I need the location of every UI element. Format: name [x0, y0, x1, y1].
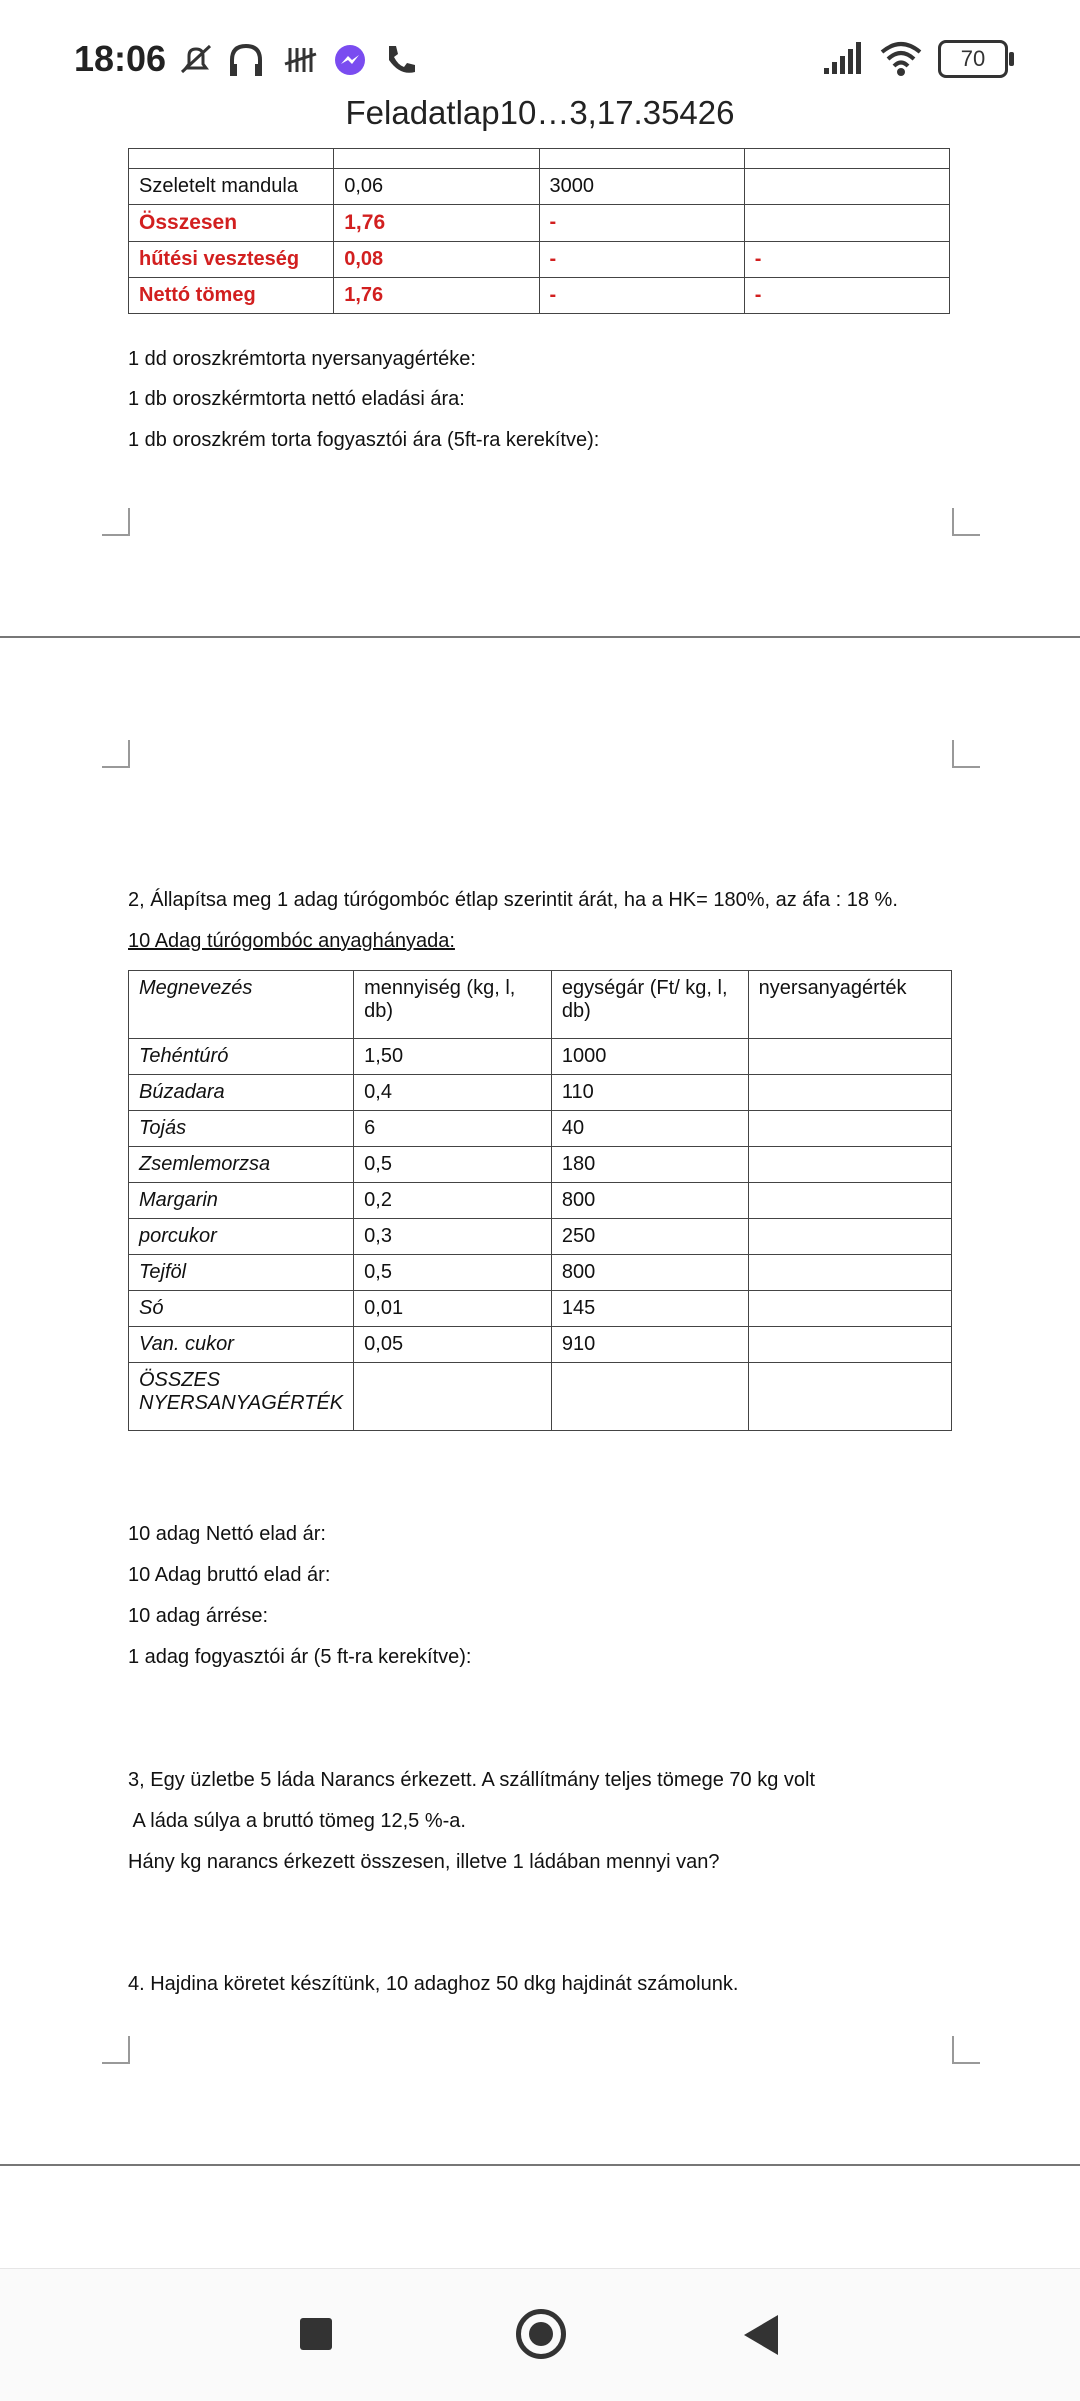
text-line: 10 Adag bruttó elad ár: [128, 1564, 331, 1586]
text-line: Hány kg narancs érkezett összesen, illetve 1 ládában mennyi van? [128, 1851, 720, 1873]
back-button[interactable] [744, 2315, 778, 2355]
table-row: Zsemlemorzsa 0,5 180 [129, 1147, 952, 1183]
page-corner-mark [102, 740, 130, 768]
messenger-icon [330, 40, 370, 80]
table-row: Só 0,01 145 [129, 1291, 952, 1327]
text-line: 4. Hajdina köretet készítünk, 10 adaghoz 50 dkg hajdinát számolunk. [128, 1973, 739, 1995]
document-title: Feladatlap10…3,17.35426 [345, 94, 735, 131]
page-corner-mark [952, 508, 980, 536]
page-corner-mark [952, 2036, 980, 2064]
muted-bell-icon [176, 40, 216, 80]
table-row: hűtési veszteség 0,08 - - [129, 242, 950, 278]
ingredients-table [128, 970, 952, 1431]
text-line: 1 db oroszkérmtorta nettó eladási ára: [128, 388, 465, 410]
tally-icon [280, 40, 320, 80]
table-row: Szeletelt mandula 0,06 3000 [129, 169, 950, 205]
headphones-icon [226, 40, 266, 80]
task2-question: 2, Állapítsa meg 1 adag túrógombóc étlap szerintit árát, ha a HK= 180%, az áfa : 18 %. [128, 889, 898, 911]
table-row: Búzadara 0,4 110 [129, 1075, 952, 1111]
text-line: 1 dd oroszkrémtorta nyersanyagértéke: [128, 348, 476, 370]
task2-subtitle: 10 Adag túrógombóc anyaghányada: [128, 930, 455, 952]
page-corner-mark [952, 740, 980, 768]
navigation-bar [0, 2268, 1080, 2401]
table-row: Nettó tömeg 1,76 - - [129, 278, 950, 314]
table-header-row: Megnevezés mennyiség (kg, l, db) egységár (Ft/ kg, l, db) nyersanyagérték [129, 971, 952, 1039]
home-button[interactable] [516, 2309, 566, 2359]
table-1 [128, 148, 950, 314]
page-divider [0, 636, 1080, 638]
table-total-row: ÖSSZES NYERSANYAGÉRTÉK [129, 1363, 952, 1431]
text-line: 10 adag Nettó elad ár: [128, 1523, 326, 1545]
table-row: porcukor 0,3 250 [129, 1219, 952, 1255]
text-line: 1 adag fogyasztói ár (5 ft-ra kerekítve): [128, 1646, 472, 1668]
recent-apps-button[interactable] [300, 2318, 332, 2350]
table-row: Tejföl 0,5 800 [129, 1255, 952, 1291]
table-row: Van. cukor 0,05 910 [129, 1327, 952, 1363]
text-line: 3, Egy üzletbe 5 láda Narancs érkezett. A szállítmány teljes tömege 70 kg volt [128, 1769, 816, 1791]
text-line: 1 db oroszkrém torta fogyasztói ára (5ft-ra kerekítve): [128, 429, 600, 451]
table-row: Tehéntúró 1,50 1000 [129, 1039, 952, 1075]
table-row: Összesen 1,76 - [129, 205, 950, 242]
text-line: 10 adag árrése: [128, 1605, 269, 1627]
signal-icon [822, 40, 866, 76]
page-1 [0, 148, 1080, 638]
phone-icon [380, 40, 420, 80]
wifi-icon [878, 40, 924, 78]
status-time: 18:06 [74, 38, 167, 79]
page-divider [0, 2164, 1080, 2166]
status-bar [0, 0, 1080, 131]
page-corner-mark [102, 2036, 130, 2064]
table-row: Tojás 6 40 [129, 1111, 952, 1147]
battery-indicator: 70 [938, 40, 1008, 78]
table-row-cut [129, 149, 950, 169]
page-corner-mark [102, 508, 130, 536]
text-line: A láda súlya a bruttó tömeg 12,5 %-a. [128, 1810, 466, 1832]
table-row: Margarin 0,2 800 [129, 1183, 952, 1219]
